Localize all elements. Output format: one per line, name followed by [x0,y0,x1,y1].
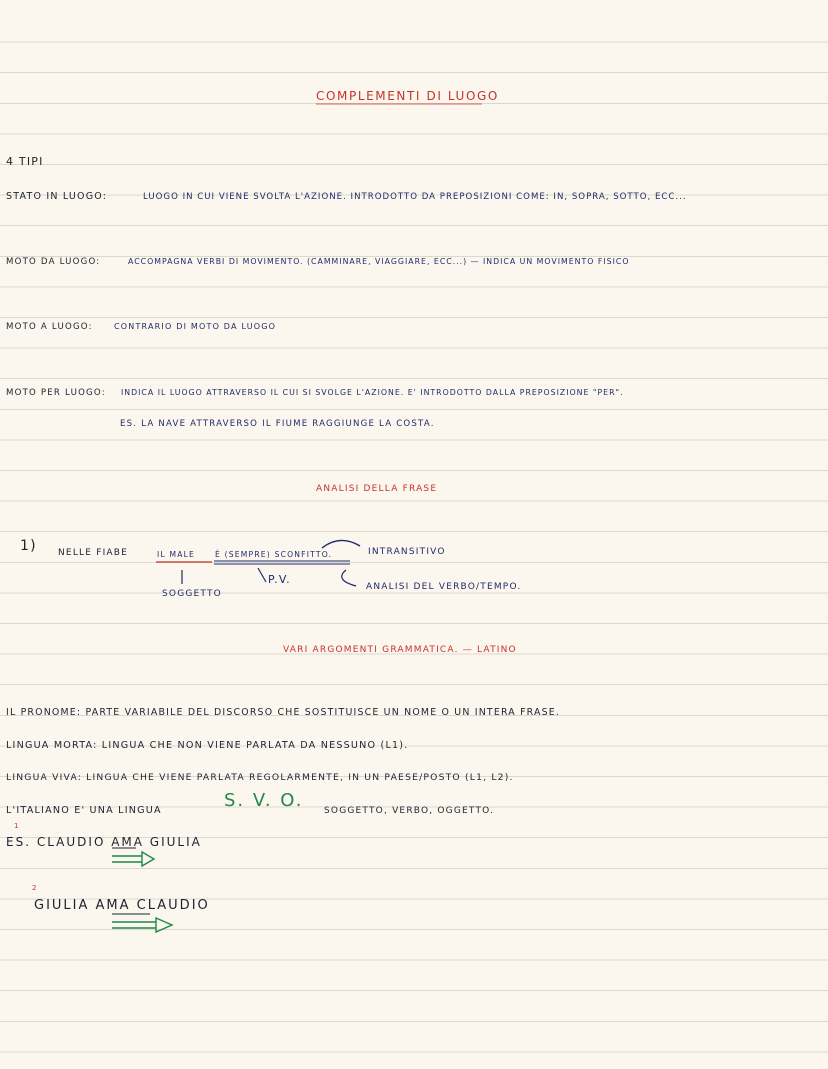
analysis-subject: IL MALE [157,550,196,559]
note-line-dead-language: LINGUA MORTA: LINGUA CHE NON VIENE PARLATA DA NESSUNO (L1). [6,740,409,751]
definition-text: LUOGO IN CUI VIENE SVOLTA L'AZIONE. INTRODOTTO DA PREPOSIZIONI COME: IN, SOPRA, SOTTO, ECC... [143,192,687,202]
example-sentence: ES. LA NAVE ATTRAVERSO IL FIUME RAGGIUNGE LA COSTA. [120,419,435,429]
example-sentence-1: ES. CLAUDIO AMA GIULIA [6,835,202,849]
svo-label: S. V. O. [224,790,304,811]
page-title: COMPLEMENTI DI LUOGO [316,89,499,103]
definition-text: ACCOMPAGNA VERBI DI MOVIMENTO. (CAMMINARE, VIAGGIARE, ECC...) — INDICA UN MOVIMENTO FISICO [128,257,630,266]
verb-arc [322,540,360,548]
label-subject: SOGGETTO [162,589,222,599]
analysis-predicate: È (SEMPRE) SCONFITTO. [215,550,333,559]
definition-text: INDICA IL LUOGO ATTRAVERSO IL CUI SI SVOLGE L'AZIONE. E' INTRODOTTO DALLA PREPOSIZIONE "PER". [121,388,624,397]
example-sentence-2: GIULIA AMA CLAUDIO [34,898,210,913]
note-line-pronoun: IL PRONOME: PARTE VARIABILE DEL DISCORSO CHE SOSTITUISCE UN NOME O UN INTERA FRASE. [6,707,561,718]
verb-pointer [342,570,356,586]
green-arrow-head [142,852,154,866]
label-pv: P.V. [268,573,291,586]
definition-term: MOTO DA LUOGO: [6,257,101,267]
intro-heading: 4 TIPI [6,155,44,168]
note-verb-analysis: ANALISI DEL VERBO/TEMPO. [366,582,522,592]
note-intransitive: INTRANSITIVO [368,547,446,557]
definition-term: MOTO PER LUOGO: [6,388,106,398]
definition-text: CONTRARIO DI MOTO DA LUOGO [114,322,277,331]
pv-pointer [258,568,266,582]
note-line-italian: L'ITALIANO E' UNA LINGUA [6,805,162,816]
note-line-living-language: LINGUA VIVA: LINGUA CHE VIENE PARLATA REGOLARMENTE, IN UN PAESE/POSTO (L1, L2). [6,772,514,783]
section-heading: VARI ARGOMENTI GRAMMATICA. — LATINO [283,645,517,655]
example-number: 1 [14,822,20,830]
list-number: 1) [20,538,37,554]
green-arrow-head [156,918,172,932]
svo-explanation: SOGGETTO, VERBO, OGGETTO. [324,806,495,816]
definition-term: STATO IN LUOGO: [6,191,108,202]
section-heading: ANALISI DELLA FRASE [316,484,438,494]
analysis-words: NELLE FIABE [58,548,129,558]
example-number: 2 [32,884,38,892]
definition-term: MOTO A LUOGO: [6,322,93,332]
